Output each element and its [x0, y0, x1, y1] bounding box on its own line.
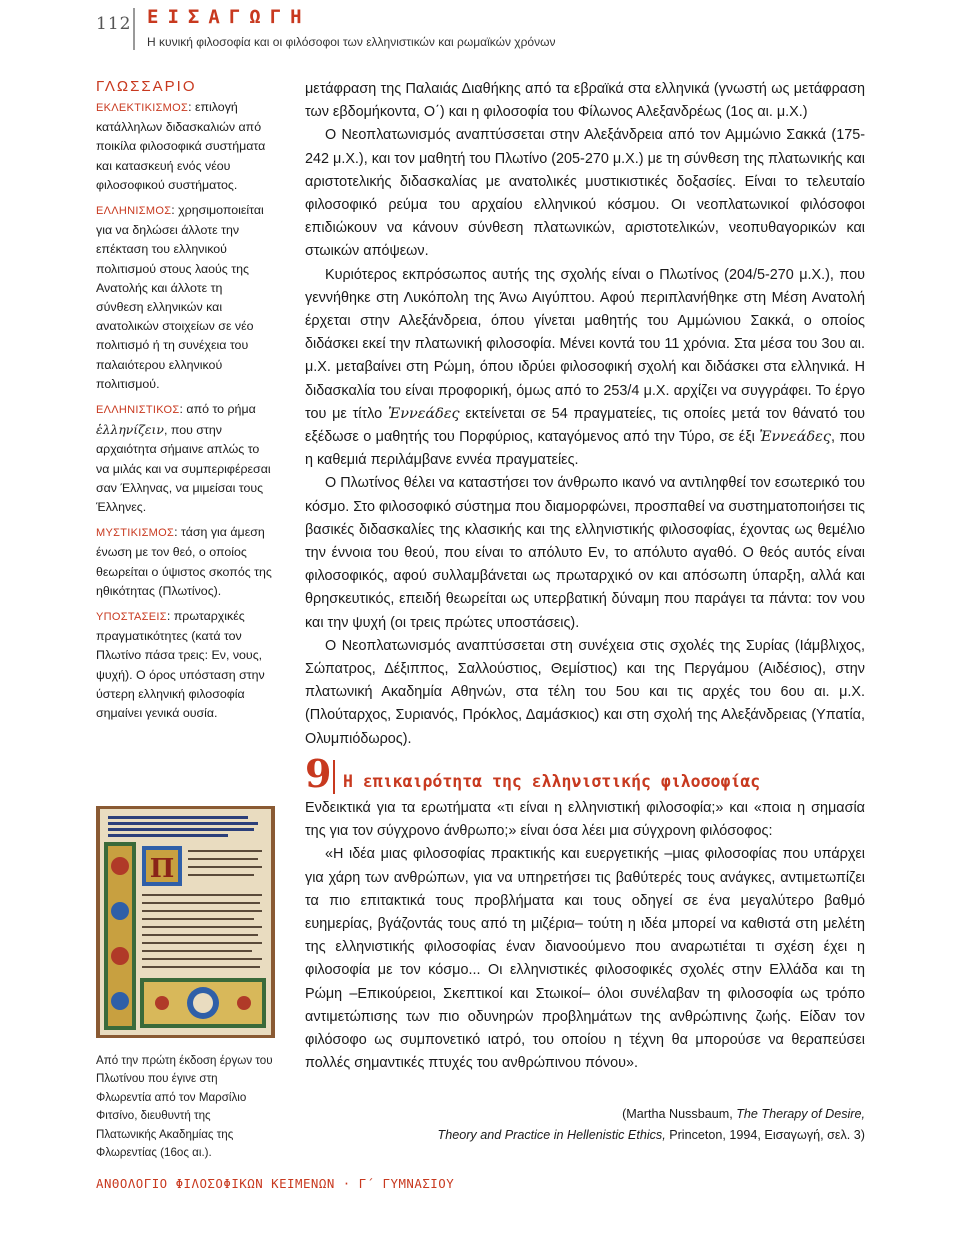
citation-author: (Martha Nussbaum,: [622, 1107, 737, 1121]
section-text: [305, 797, 865, 1075]
glossary-definition: : πρωταρχικές πραγματικότητες (κατά τον Πλωτίνο πάσα τρεις: Εν, νους, ψυχή). Ο όρος υπόσταση στην ύστερη ελληνική φιλοσοφία σημαίνει γενικά ουσία.: [96, 609, 265, 721]
glossary-definition-prefix: : από το ρήμα: [179, 402, 256, 417]
paragraph: [305, 264, 865, 473]
page-footer: ΑΝΘΟΛΟΓΙΟ ΦΙΛΟΣΟΦΙΚΩΝ ΚΕΙΜΕΝΩΝ · Γ΄ ΓΥΜΝΑΣΙΟΥ: [96, 1176, 455, 1191]
image-caption: Από την πρώτη έκδοση έργων του Πλωτίνου που έγινε στη Φλωρεντία από τον Μαρσίλιο Φιτσίνο, διευθυντή της Πλατωνικής Ακαδημίας της Φλωρεντίας (16ος αι.).: [96, 1054, 273, 1160]
paragraph: Ο Νεοπλατωνισμός αναπτύσσεται στη συνέχεια στις σχολές της Συρίας (Ιάμβλιχος, Σώπατρος, Δέξιππος, Σαλλούστιος, Θεμίστιος) και της Περγάμου (Αιδέσιος), στην πλατωνική Ακαδημία Αθηνών, στα τέλη του 5ου και τις αρχές του 6ου αι. μ.Χ. (Πλούταρχος, Συριανός, Πρόκλος, Δαμάσκιος) και στη σχολή της Αλεξάνδρειας (Υπατία, Ολυμπιόδωρος).: [305, 637, 865, 747]
paragraph-text: εκτείνεται σε 54 πραγματείες, τις οποίες μετά τον θάνατό του εξέδωσε ο μαθητής του Πορφύριος, καταγόμενος από την Τύρο, σε έξι: [305, 405, 865, 446]
glossary-term: ΕΛΛΗΝΙΣΜΟΣ: [96, 205, 172, 218]
section-bar: [333, 760, 335, 794]
glossary-greek-word: ἑλληνίζειν: [96, 422, 164, 438]
quote: «Η ιδέα μιας φιλοσοφίας πρακτικής και ευεργετικής –μιας φιλοσοφίας που υπάρχει για χάρη των ανθρώπων, για να υπηρετήσει τις βαθύτερές τους ανάγκες, αντιμετωπίζει τα πιο επιτακτικά τους προβλήματα και τους οδηγεί σε ένα μεγαλύτερο βαθμό ευημερίας, βγάζοντάς τους από τη μιζέρια– τούτη η ιδέα μπορεί να καθιστά στη μελέτη της ελληνιστικής φιλοσοφίας έναν διανοούμενο που αναρωτιέται τι σχέση έχει η φιλοσοφία με τον κόσμο... Οι ελληνιστικές φιλοσοφικές σχολές στην Ελλάδα και τη Ρώμη –Επικούρειοι, Σκεπτικοί και Στωικοί– όλοι συνέλαβαν τη φιλοσοφία ως τρόπο αντιμετώπισης των πιο οδυνηρών προβλημάτων της ανθρώπινης ζωής. Είδαν τον φιλόσοφο ως συμπονετικό ιατρό, του οποίου η τέχνη θα μπορούσε να θεραπεύσει πολλές σημαντικές πτυχές του ανθρώπινου πόνου».: [305, 846, 865, 1072]
work-title: Ἐννεάδες: [387, 405, 460, 422]
glossary-entry: [96, 98, 272, 195]
citation-title: The Therapy of Desire,: [736, 1107, 865, 1121]
paragraph-text: Κυριότερος εκπρόσωπος αυτής της σχολής είναι ο Πλωτίνος (204/5-270 μ.Χ.), που γεννήθηκε στη Λυκόπολη της Άνω Αιγύπτου. Αφού περιπλανήθηκε στη Μέση Ανατολή έρχεται στην Αλεξάνδρεια, όπου γίνεται μαθητής του Αμμώνιου Σακκά, ο οποίος διδάσκει εκεί την πλατωνική φιλοσοφία. Μένει κοντά του 11 χρόνια. Στα μέσα του 3ου αι. μ.Χ. μεταβαίνει στη Ρώμη, όπου ιδρύει φιλοσοφική σχολή και διδάσκει στα ελληνικά. Η διδασκαλία του είναι προφορική, όμως από το 253/4 μ.Χ. αρχίζει να συγγράφει. Το έργο του με τίτλο: [305, 266, 865, 422]
citation-line: [305, 1125, 865, 1146]
page-number: 112: [96, 14, 132, 34]
citation-details: Princeton, 1994, Εισαγωγή, σελ. 3): [665, 1128, 865, 1142]
glossary-term: ΕΚΛΕΚΤΙΚΙΣΜΟΣ: [96, 102, 189, 114]
header-divider: [133, 8, 135, 50]
citation-line: [305, 1104, 865, 1125]
citation: [305, 1104, 865, 1146]
paragraph-text: , που η καθεμιά περιλάμβανε εννέα πραγματείες.: [305, 429, 865, 469]
paragraph: Ο Νεοπλατωνισμός αναπτύσσεται στην Αλεξάνδρεια από τον Αμμώνιο Σακκά (175-242 μ.Χ.), και τον μαθητή του Πλωτίνο (205-270 μ.Χ.) με τη σύνθεση της πλατωνικής και αριστοτελικής διδασκαλίας με ανατολικές μυστικιστικές δοξασίες. Είναι το τελευταίο φιλοσοφικό ρεύμα του αρχαίου ελληνικού κόσμου. Οι νεοπλατωνικοί φιλόσοφοι επιδιώκουν να κάνουν σύνθεση πλατωνικών, αριστοτελικών, νεοπυθαγορικών και στωικών απόψεων.: [305, 127, 865, 260]
glossary-term: ΕΛΛΗΝΙΣΤΙΚΟΣ: [96, 404, 180, 417]
manuscript-image: [96, 806, 275, 1038]
chapter-title: ΕΙΣΑΓΩΓΗ: [147, 6, 311, 28]
glossary-definition: , που στην αρχαιότητα σήμαινε απλώς το να μιλάς και να συμπεριφέρεσαι σαν Έλληνας, να μιμείσαι τους Έλληνες.: [96, 423, 271, 515]
paragraph: Ο Πλωτίνος θέλει να καταστήσει τον άνθρωπο ικανό να αντιληφθεί τον εσωτερικό του κόσμο. Στο φιλοσοφικό σύστημα που διαμορφώνει, προσπαθεί να συστηματοποιήσει τις βασικές διδασκαλίες της κλασικής και της ελληνιστικής φιλοσοφίας, έχοντας ως θεμέλιο την έννοια του θεού, που είναι το απόλυτο Εν, το απόλυτο αγαθό. Ο θεός αυτός είναι φιλοσοφικός, αφού συλλαμβάνεται ως πρωταρχικό ον και απόσωπη ύπαρξη, αλλά και θρησκευτικός, επειδή θεωρείται ως υπερβατική δύναμη που παράγει τα πάντα: τον νου και την ψυχή (οι τρεις πρώτες υποστάσεις).: [305, 475, 865, 631]
section-title: Η επικαιρότητα της ελληνιστικής φιλοσοφίας: [343, 772, 761, 791]
glossary-title: ΓΛΩΣΣΑΡΙΟ: [96, 78, 197, 95]
glossary-definition: : τάση για άμεση ένωση με τον θεό, ο οποίος θεωρείται ο ύψιστος σκοπός της ηθικότητας (Πλωτίνος).: [96, 525, 272, 598]
glossary-sidebar: [96, 78, 272, 729]
paragraph: Ενδεικτικά για τα ερωτήματα «τι είναι η ελληνιστική φιλοσοφία;» και «ποια η σημασία της για τον σύγχρονο άνθρωπο;» είναι όσα λέει μια σύγχρονη φιλόσοφος:: [305, 800, 865, 840]
glossary-term: ΜΥΣΤΙΚΙΣΜΟΣ: [96, 527, 175, 540]
glossary-entry: [96, 607, 272, 723]
page-header: [0, 0, 960, 56]
section-heading: [305, 751, 865, 796]
svg-text:Π: Π: [149, 854, 175, 884]
chapter-subtitle: Η κυνική φιλοσοφία και οι φιλόσοφοι των ελληνιστικών και ρωμαϊκών χρόνων: [147, 35, 556, 49]
work-title: Ἐννεάδες: [759, 429, 831, 446]
glossary-definition: : χρησιμοποιείται για να δηλώσει άλλοτε την επέκταση του ελληνικού πολιτισμού στους λαούς της Ανατολής και άλλοτε τη σύνθεση ελληνικών και ανατολικών στοιχείων σε νέο πολιτισμό ή τη συνέχεια του παλαιότερου ελληνικού πολιτισμού.: [96, 203, 264, 391]
glossary-term: ΥΠΟΣΤΑΣΕΙΣ: [96, 611, 167, 624]
glossary-definition: : επιλογή κατάλληλων διδασκαλιών από ποικίλα φιλοσοφικά συστήματα και κατασκευή ενός νέου φιλοσοφικού συστήματος.: [96, 100, 266, 192]
citation-subtitle: Theory and Practice in Hellenistic Ethics,: [437, 1128, 666, 1142]
section-number: 9: [305, 751, 332, 796]
glossary-entry: [96, 523, 272, 601]
glossary-entry: [96, 201, 272, 394]
main-text: [305, 78, 865, 751]
glossary-entry: [96, 400, 272, 517]
paragraph: μετάφραση της Παλαιάς Διαθήκης από τα εβραϊκά στα ελληνικά (γνωστή ως μετάφραση των εβδομήκοντα, Ο΄) και η φιλοσοφία του Φίλωνος Αλεξανδρέως (1ος αι. μ.Χ.): [305, 81, 865, 121]
